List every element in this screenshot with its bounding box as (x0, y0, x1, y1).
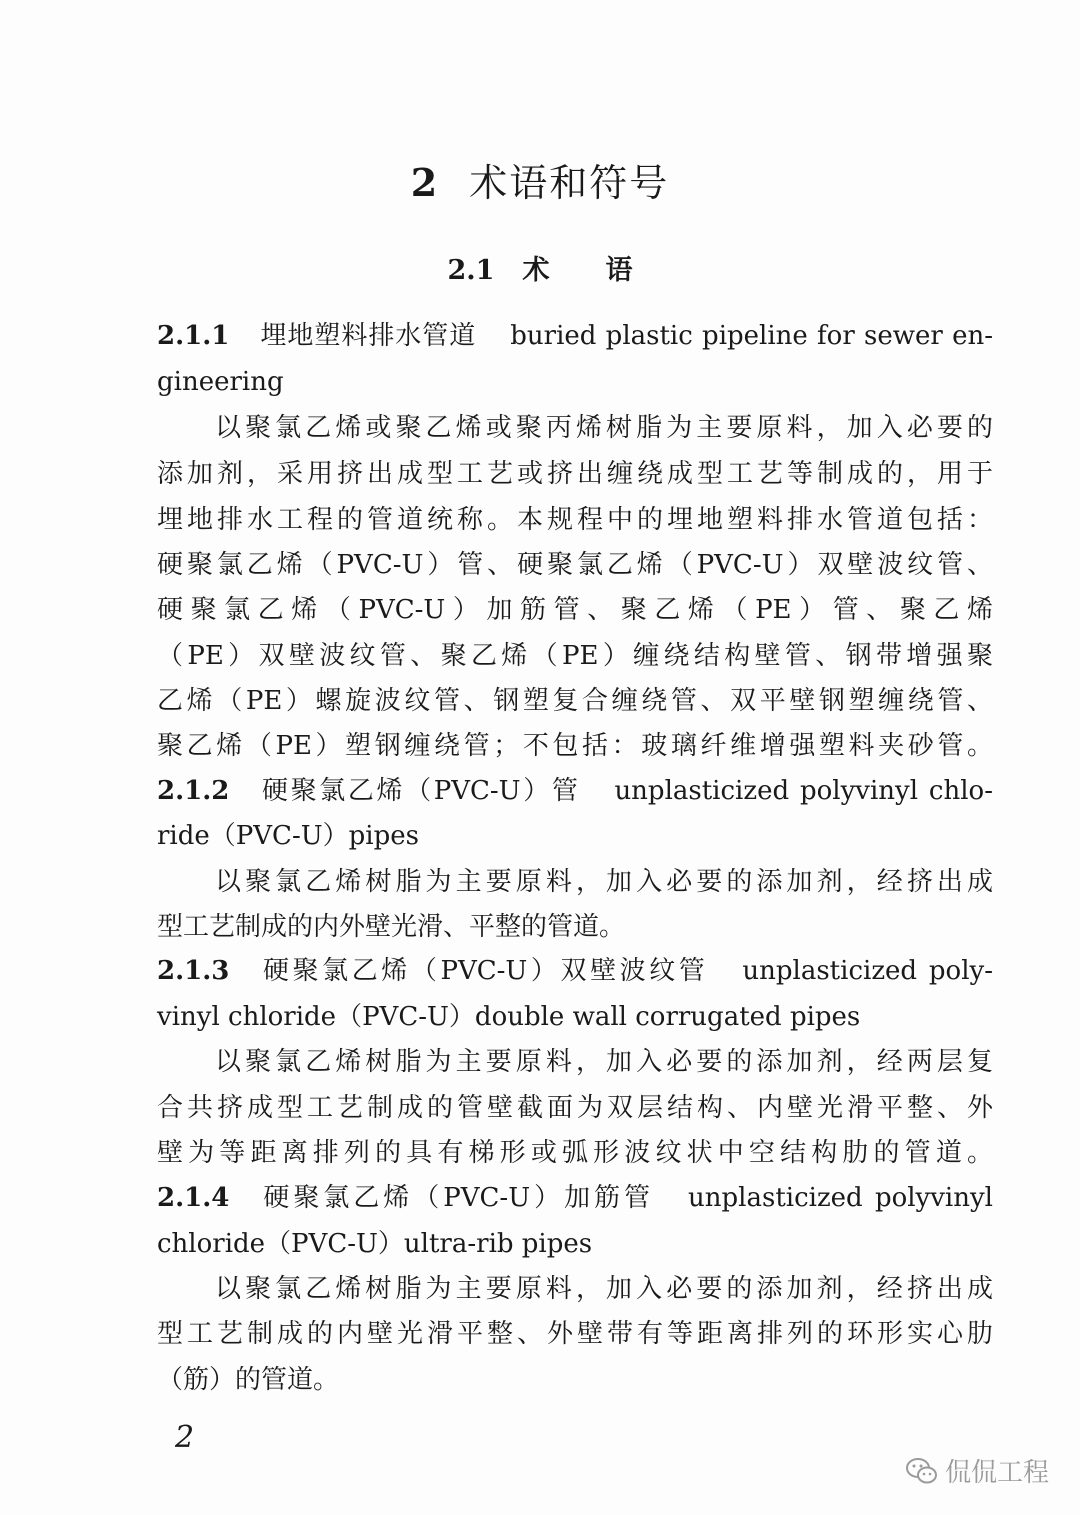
term-heading (157, 1182, 993, 1214)
wechat-icon (905, 1456, 939, 1486)
term-number: 2.1.4 (157, 1183, 230, 1213)
section-title-part2: 语 (605, 255, 633, 286)
definition-line: （PE）双壁波纹管、聚乙烯（PE）缠绕结构壁管、钢带增强聚 (157, 641, 993, 671)
term-number: 2.1.3 (157, 956, 230, 986)
term-name-cn: 埋地塑料排水管道 (259, 321, 477, 351)
term-name-en: unplasticized polyvinyl chlo- (614, 776, 993, 806)
section-title-part1: 术 (522, 255, 550, 286)
term-number: 2.1.2 (157, 776, 230, 806)
term-name-cn: 硬聚氯乙烯（PVC-U）加筋管 (259, 1183, 655, 1213)
page-number: 2 (175, 1420, 195, 1455)
term-name-cn: 硬聚氯乙烯（PVC-U）管 (259, 776, 581, 806)
watermark (905, 1452, 1049, 1489)
term-heading (157, 320, 993, 352)
term-name-cn: 硬聚氯乙烯（PVC-U）双壁波纹管 (259, 956, 709, 986)
term-heading (157, 775, 993, 807)
definition-line: 壁为等距离排列的具有梯形或弧形波纹状中空结构肋的管道。 (157, 1138, 993, 1168)
chapter-title-text: 术语和符号 (469, 161, 670, 205)
term-name-en-continued: chloride（PVC-U）ultra-rib pipes (157, 1229, 593, 1259)
definition-line: 以聚氯乙烯树脂为主要原料，加入必要的添加剂，经挤出成 (215, 867, 993, 897)
definition-line: 添加剂，采用挤出成型工艺或挤出缠绕成型工艺等制成的，用于 (157, 459, 993, 489)
definition-line: 硬聚氯乙烯（PVC-U）加筋管、聚乙烯（PE）管、聚乙烯 (157, 595, 993, 625)
watermark-text: 侃侃工程 (945, 1458, 1050, 1488)
definition-line: 型工艺制成的内外壁光滑、平整的管道。 (157, 912, 626, 942)
definition-line: 聚乙烯（PE）塑钢缠绕管；不包括：玻璃纤维增强塑料夹砂管。 (157, 731, 993, 761)
definition-line: 以聚氯乙烯或聚乙烯或聚丙烯树脂为主要原料，加入必要的 (215, 413, 993, 443)
chapter-number: 2 (410, 160, 440, 205)
term-number: 2.1.1 (157, 321, 230, 351)
term-name-en-continued: vinyl chloride（PVC-U）double wall corrugated pipes (157, 1002, 861, 1032)
term-name-en-continued: gineering (157, 367, 284, 397)
term-name-en-continued: ride（PVC-U）pipes (157, 821, 419, 851)
definition-line: 合共挤成型工艺制成的管壁截面为双层结构、内壁光滑平整、外 (157, 1093, 993, 1123)
term-name-en: unplasticized poly- (742, 956, 993, 986)
definition-line: （筋）的管道。 (157, 1365, 340, 1395)
chapter-title (0, 152, 1080, 207)
section-title (0, 248, 1080, 287)
term-heading (157, 955, 993, 987)
definition-line: 乙烯（PE）螺旋波纹管、钢塑复合缠绕管、双平壁钢塑缠绕管、 (157, 686, 993, 716)
definition-line: 以聚氯乙烯树脂为主要原料，加入必要的添加剂，经两层复 (215, 1047, 993, 1077)
term-name-en: buried plastic pipeline for sewer en- (510, 321, 993, 351)
definition-line: 型工艺制成的内壁光滑平整、外壁带有等距离排列的环形实心肋 (157, 1319, 993, 1349)
term-name-en: unplasticized polyvinyl (688, 1183, 993, 1213)
definition-line: 埋地排水工程的管道统称。本规程中的埋地塑料排水管道包括： (157, 505, 993, 535)
definition-line: 以聚氯乙烯树脂为主要原料，加入必要的添加剂，经挤出成 (215, 1274, 993, 1304)
definition-line: 硬聚氯乙烯（PVC-U）管、硬聚氯乙烯（PVC-U）双壁波纹管、 (157, 550, 993, 580)
section-number: 2.1 (447, 255, 495, 286)
